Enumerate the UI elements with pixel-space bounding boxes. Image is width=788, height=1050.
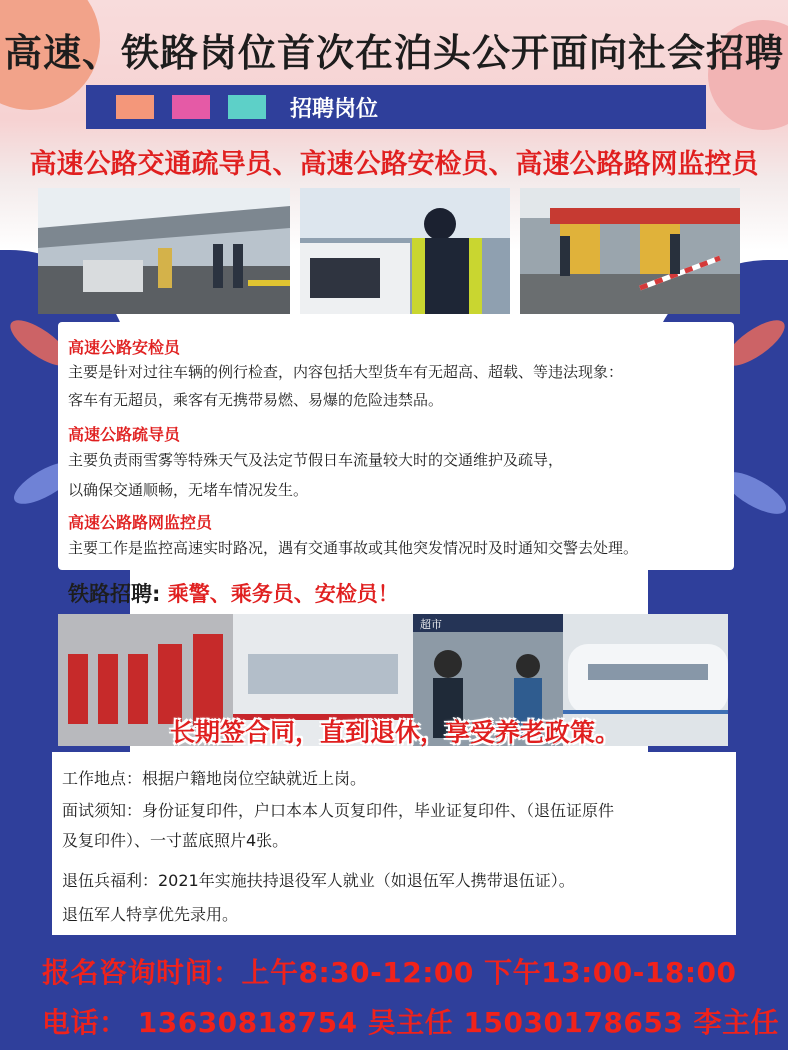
- duty-text: 客车有无超员，乘客有无携带易燃、易爆的危险违禁品。: [68, 391, 444, 409]
- railway-heading: [68, 578, 399, 608]
- contact-phones: 电话： 13630818754 吴主任 15030178653 李主任: [42, 1006, 780, 1039]
- duty-text: 以确保交通顺畅，无堵车情况发生。: [68, 481, 309, 499]
- info-line: 面试须知：身份证复印件，户口本本人页复印件，毕业证复印件、（退伍证原件: [62, 801, 615, 820]
- info-line: 及复印件）、一寸蓝底照片4张。: [62, 831, 289, 850]
- info-line: 退伍军人特享优先录用。: [62, 905, 239, 924]
- section-label: 招聘岗位: [290, 96, 379, 122]
- duty-text: 主要是针对过往车辆的例行检查，内容包括大型货车有无超高、超载、等违法现象：: [68, 363, 624, 381]
- duty-heading: 高速公路安检员: [68, 338, 181, 357]
- duty-text: 主要工作是监控高速实时路况，遇有交通事故或其他突发情况时及时通知交警去处理。: [68, 539, 639, 557]
- poster-title: 高速、铁路岗位首次在泊头公开面向社会招聘: [3, 31, 784, 75]
- railway-label: 铁路招聘:: [68, 582, 161, 606]
- info-line: 退伍兵福利：2021年实施扶持退役军人就业（如退伍军人携带退伍证）。: [62, 871, 575, 890]
- footer: [0, 935, 788, 1050]
- shop-sign-text: 超市: [420, 618, 442, 631]
- highway-jobs-heading: 高速公路交通疏导员、高速公路安检员、高速公路路网监控员: [29, 149, 759, 180]
- duty-heading: 高速公路疏导员: [68, 425, 181, 444]
- security-check-photo: [300, 188, 510, 314]
- duty-text: 主要负责雨雪雾等特殊天气及法定节假日车流量较大时的交通维护及疏导，: [68, 451, 564, 469]
- color-swatch: [116, 95, 154, 119]
- section-header: [86, 85, 706, 129]
- railway-positions: 乘警、乘务员、安检员！: [167, 582, 399, 606]
- duty-heading: 高速公路路网监控员: [68, 513, 213, 532]
- toll-gate-photo: [520, 188, 740, 314]
- color-swatch: [172, 95, 210, 119]
- color-swatch: [228, 95, 266, 119]
- consult-hours: 报名咨询时间：上午8:30-12:00 下午13:00-18:00: [42, 956, 737, 989]
- toll-station-photo: [38, 188, 290, 314]
- slogan: 长期签合同，直到退休，享受养老政策。: [170, 718, 621, 747]
- info-line: 工作地点：根据户籍地岗位空缺就近上岗。: [62, 769, 367, 788]
